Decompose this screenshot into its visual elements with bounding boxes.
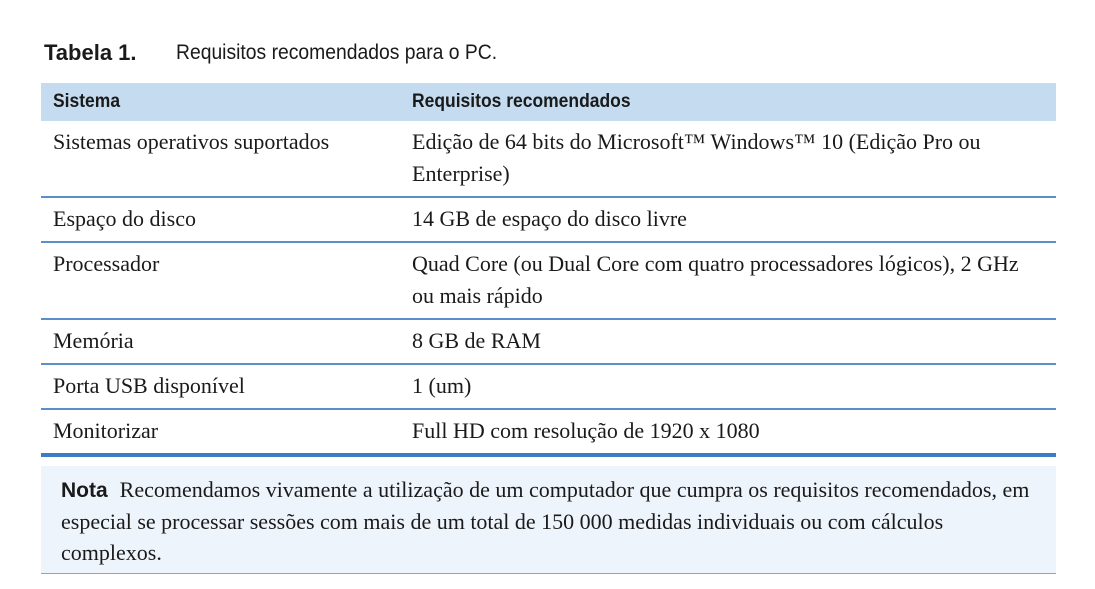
header-row <box>41 83 1056 121</box>
cell-system: Porta USB disponível <box>41 364 400 409</box>
cell-requirement: 1 (um) <box>400 364 1056 409</box>
header-system <box>41 83 400 121</box>
note-text: Recomendamos vivamente a utilização de um computador que cumpra os requisitos recomendados, em especial se processar sessões com mais de um total de 150 000 medidas individuais ou com cálculos complexos. <box>61 477 1030 565</box>
header-system-label: Sistema <box>53 91 121 112</box>
caption-text: Requisitos recomendados para o PC. <box>176 41 498 64</box>
table-row <box>41 409 1056 455</box>
cell-system: Processador <box>41 242 400 319</box>
cell-requirement: 8 GB de RAM <box>400 319 1056 364</box>
cell-requirement: 14 GB de espaço do disco livre <box>400 197 1056 242</box>
table-body <box>41 121 1056 455</box>
table-caption <box>44 38 525 68</box>
header-requirements <box>400 83 1056 121</box>
cell-system: Memória <box>41 319 400 364</box>
table-header <box>41 83 1056 121</box>
table-row <box>41 197 1056 242</box>
header-requirements-label: Requisitos recomendados <box>412 91 631 112</box>
cell-system: Sistemas operativos suportados <box>41 121 400 197</box>
cell-requirement: Full HD com resolução de 1920 x 1080 <box>400 409 1056 455</box>
table-row <box>41 364 1056 409</box>
cell-system: Monitorizar <box>41 409 400 455</box>
caption-label: Tabela 1. <box>44 40 137 65</box>
note-box <box>41 466 1056 574</box>
table-row <box>41 242 1056 319</box>
note-label: Nota <box>61 479 108 502</box>
cell-system: Espaço do disco <box>41 197 400 242</box>
table-row <box>41 319 1056 364</box>
requirements-table <box>41 83 1056 457</box>
cell-requirement: Quad Core (ou Dual Core com quatro processadores lógicos), 2 GHz ou mais rápido <box>400 242 1056 319</box>
cell-requirement: Edição de 64 bits do Microsoft™ Windows™ 10 (Edição Pro ou Enterprise) <box>400 121 1056 197</box>
table-row <box>41 121 1056 197</box>
